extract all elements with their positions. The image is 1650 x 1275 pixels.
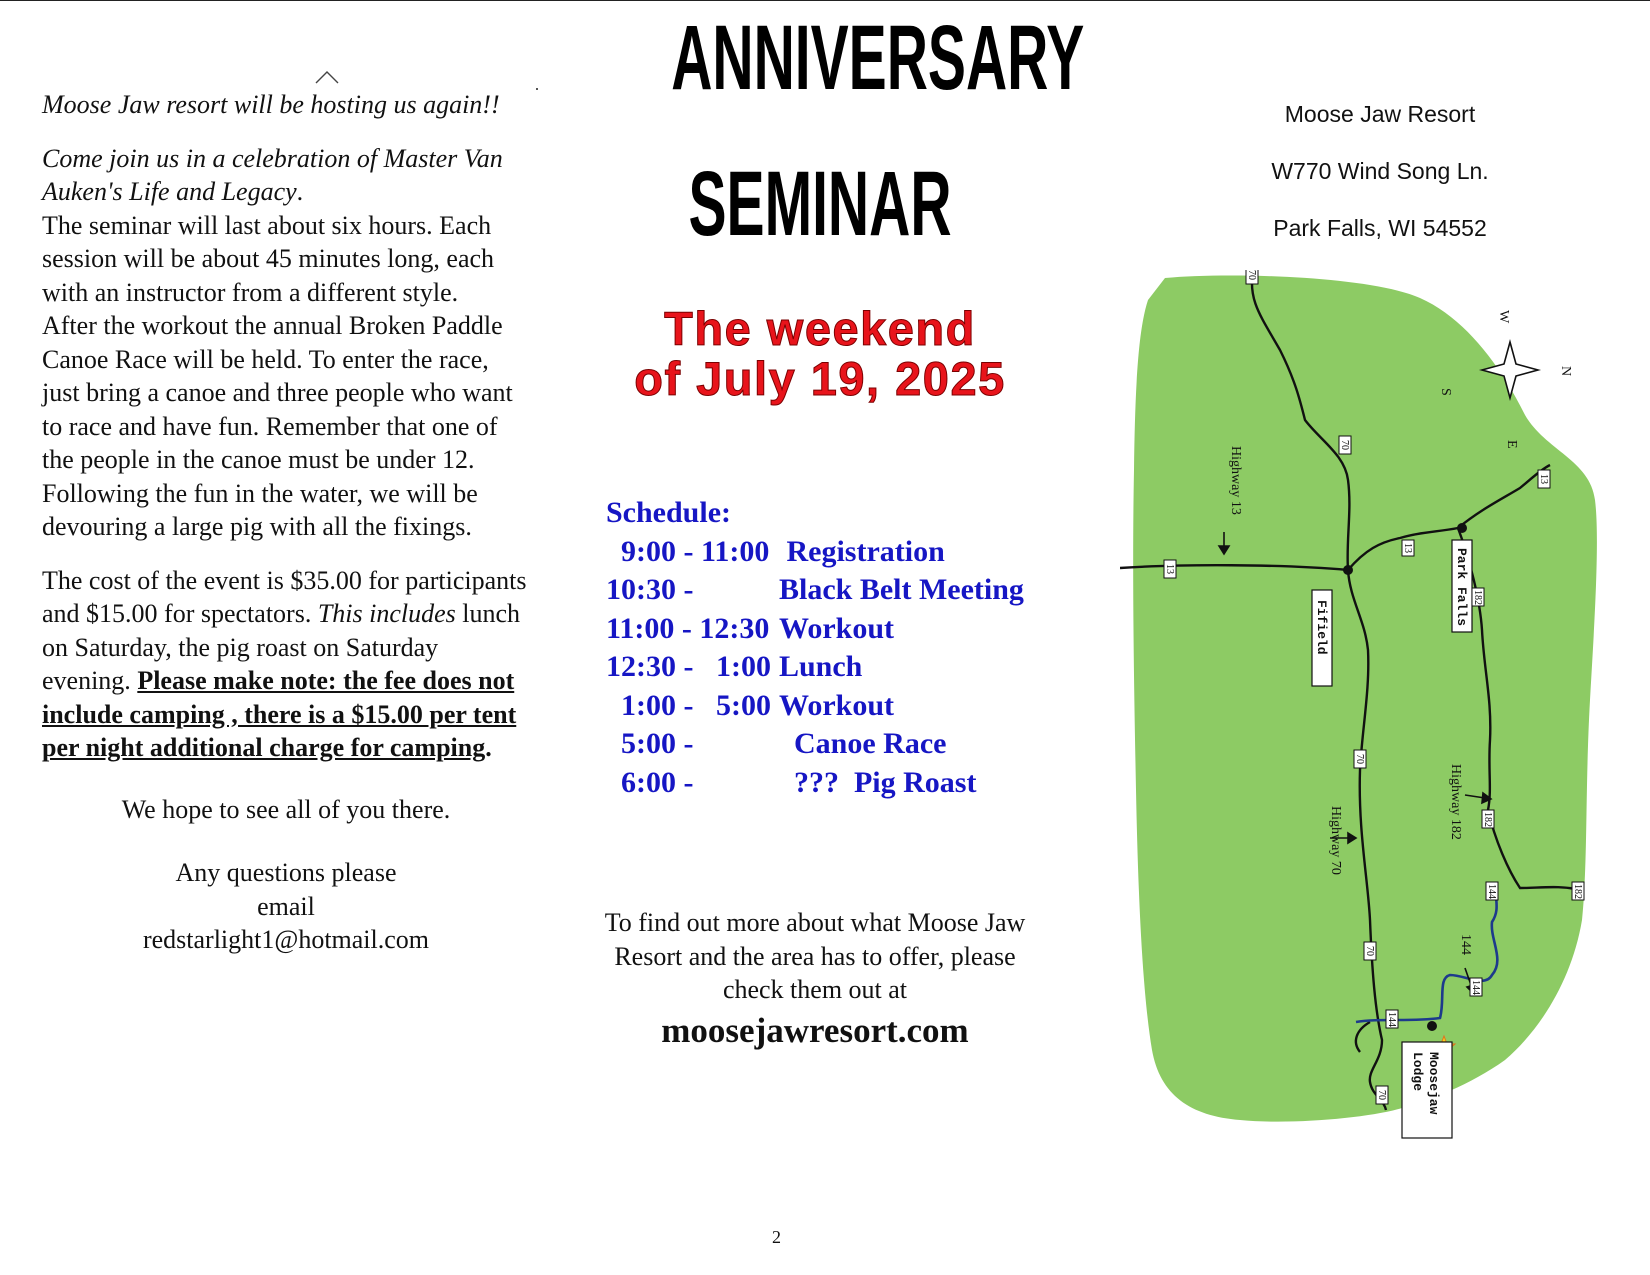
camping-note-end: .	[485, 733, 492, 762]
title-anniversary: ANNIVERSARY	[671, 7, 1085, 109]
label-lodge-line1: Moosejaw	[1426, 1052, 1441, 1115]
shield-70: 70	[1376, 1090, 1387, 1100]
compass-w: W	[1496, 310, 1511, 324]
schedule-activity: Registration	[778, 534, 945, 568]
schedule-time: 12:30 - 1:00	[606, 650, 771, 683]
stray-dot	[536, 88, 538, 90]
schedule-heading: Schedule:	[606, 496, 732, 529]
weekend-line1: The weekend	[664, 302, 976, 355]
more-info-text: To find out more about what Moose Jaw Resort and the area has to offer, please check them out at	[604, 908, 1026, 1004]
seminar-text: The seminar will last about six hours. Each session will be about 45 minutes long, each with an instructor from a different style.	[42, 210, 495, 307]
shield-144: 144	[1470, 980, 1481, 995]
top-rule	[0, 0, 1650, 1]
schedule-time: 1:00 - 5:00	[606, 688, 771, 722]
compass-s: S	[1438, 388, 1453, 396]
camping-note: Please make note: the fee does not include camping , there is a $15.00 per tent per night additional charge for camping	[42, 666, 517, 762]
email-label: email	[257, 891, 315, 921]
cost-paragraph	[42, 564, 530, 765]
shield-70: 70	[1354, 754, 1365, 764]
event-date	[580, 304, 1060, 404]
shield-144: 144	[1386, 1012, 1397, 1027]
website-url: moosejawresort.com	[661, 1010, 969, 1050]
fifield-sign	[1312, 590, 1332, 686]
address-line1: Moose Jaw Resort	[1284, 101, 1476, 127]
schedule-activity: Workout	[778, 688, 895, 722]
label-road-144: 144	[1458, 934, 1473, 955]
schedule-time: 6:00 -	[606, 765, 694, 799]
celebration-text: Come join us in a celebration of Master Van Auken's Life and Legacy	[42, 143, 503, 206]
shield-13: 13	[1164, 564, 1175, 574]
schedule-time: 11:00 - 12:30	[606, 611, 770, 645]
schedule-activity: Lunch	[778, 650, 863, 683]
shield-144: 144	[1486, 884, 1497, 899]
compass-e: E	[1504, 440, 1519, 449]
lodge-sign	[1402, 1042, 1452, 1138]
resort-address	[1220, 98, 1540, 269]
page-number: 2	[772, 1227, 781, 1247]
shield-70: 70	[1364, 946, 1375, 956]
label-highway-70: Highway 70	[1328, 806, 1343, 875]
schedule-time: 9:00 - 11:00	[606, 534, 770, 568]
left-column	[42, 88, 530, 957]
address-line2: W770 Wind Song Ln.	[1271, 158, 1489, 184]
hope-text: We hope to see all of you there.	[121, 794, 451, 824]
caret-up-icon	[314, 70, 340, 84]
label-fifield: Fifield	[1314, 600, 1329, 655]
schedule-activity: Workout	[778, 611, 895, 645]
cost-text-a: The cost of the event is $35.00 for participants and $15.00 for spectators.	[42, 565, 527, 628]
label-highway-182: Highway 182	[1448, 764, 1463, 840]
map-land	[1133, 275, 1597, 1121]
shield-182: 182	[1472, 590, 1483, 605]
celebration-end: .	[296, 177, 304, 206]
shield-70: 70	[1339, 440, 1350, 450]
schedule-time: 5:00 -	[606, 727, 694, 760]
compass-n: N	[1558, 366, 1573, 377]
schedule-activity: ??? Pig Roast	[778, 765, 977, 799]
schedule-activity: Black Belt Meeting	[778, 573, 1024, 606]
title-seminar: SEMINAR	[688, 153, 952, 255]
directions-map	[1120, 270, 1600, 1210]
shield-70: 70	[1246, 270, 1257, 280]
cost-text-b: This includes	[317, 599, 456, 628]
shield-13: 13	[1538, 474, 1549, 484]
label-park-falls: Park Falls	[1454, 548, 1469, 627]
park-falls-sign	[1452, 540, 1472, 632]
label-lodge-line2: Lodge	[1410, 1052, 1425, 1092]
questions-line: Any questions please	[175, 858, 397, 887]
shield-182: 182	[1482, 812, 1493, 827]
schedule-activity: Canoe Race	[778, 727, 947, 760]
more-info	[600, 906, 1030, 1053]
race-text: After the workout the annual Broken Paddle Canoe Race will be held. To enter the race, just bring a canoe and three people who want to race and have fun. Remember that one of the people in the canoe must be under 12. Following the fun in the water, we will be devouring a large pig with all the fixings.	[42, 311, 513, 541]
cost-text-c: lunch on Saturday, the pig roast on Saturday evening.	[42, 599, 521, 695]
schedule-list	[606, 533, 1024, 803]
intro-text: Moose Jaw resort will be hosting us again!!	[42, 90, 500, 119]
address-line3: Park Falls, WI 54552	[1273, 215, 1487, 241]
shield-182: 182	[1572, 884, 1583, 899]
schedule-time: 10:30 -	[606, 573, 694, 606]
celebration-paragraph	[42, 142, 530, 209]
shield-13: 13	[1402, 543, 1413, 553]
weekend-line2: of July 19, 2025	[634, 352, 1006, 405]
contact-email: redstarlight1@hotmail.com	[142, 925, 430, 954]
schedule	[606, 494, 1024, 802]
label-highway-13: Highway 13	[1228, 446, 1243, 515]
